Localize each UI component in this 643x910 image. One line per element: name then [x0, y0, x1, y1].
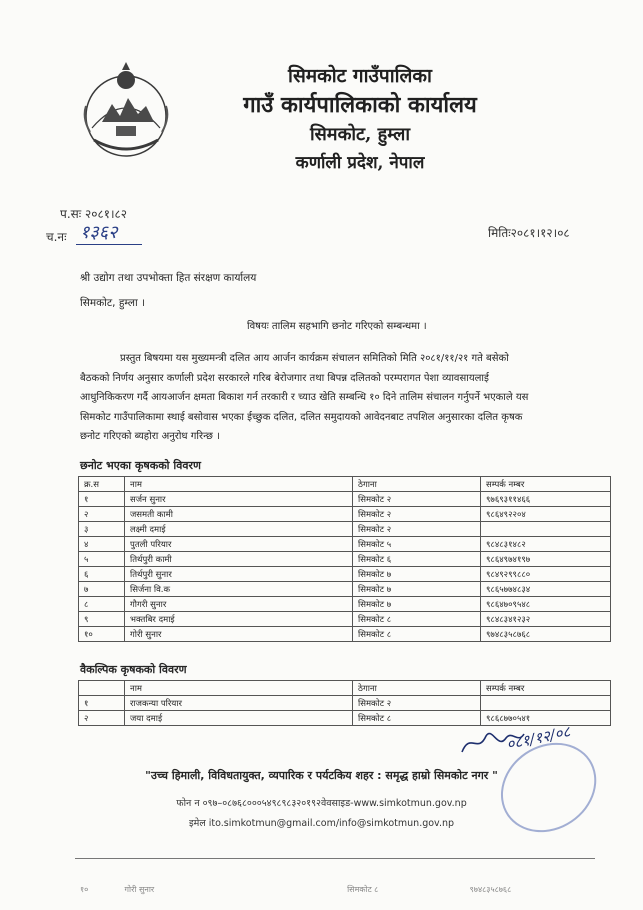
header-address: ठेगाना	[353, 681, 481, 696]
cell-address: सिमकोट ६	[353, 552, 481, 567]
cell-address: सिमकोट २	[353, 507, 481, 522]
cell-name: सर्जन सुनार	[125, 492, 353, 507]
table-row	[79, 597, 611, 612]
header-address: ठेगाना	[353, 477, 481, 492]
cell-name: गौगरी सुनार	[125, 597, 353, 612]
cell-sn: ५	[79, 552, 125, 567]
cell-name: जसमती कामी	[125, 507, 353, 522]
cell-name: सिर्जना वि.क	[125, 582, 353, 597]
nepal-emblem	[72, 58, 180, 166]
cell-address: सिमकोट २	[353, 696, 481, 711]
cell-name: पुतली परियार	[125, 537, 353, 552]
cell-contact: ९८४८३१४८२	[481, 537, 611, 552]
cell-address: सिमकोट ७	[353, 597, 481, 612]
table-row	[79, 627, 611, 642]
cell-name: लक्ष्मी दमाई	[125, 522, 353, 537]
cell-address: सिमकोट २	[353, 492, 481, 507]
header-name: नाम	[125, 681, 353, 696]
footer-phone-website: फोन न ०९७–०८७६८०००५४९८९८३२०१९२वेवसाइड-www.simkotmun.gov.np	[176, 798, 467, 809]
cell-address: सिमकोट ८	[353, 627, 481, 642]
table-row	[79, 612, 611, 627]
table-row	[79, 696, 611, 711]
cell-contact: ९८६५७७४८३४	[481, 582, 611, 597]
header-sn: क्र.स	[79, 477, 125, 492]
cell-sn: १	[79, 492, 125, 507]
table-row	[79, 537, 611, 552]
table-header-row	[79, 681, 611, 696]
body-line: बैठकको निर्णय अनुसार कर्णाली प्रदेश सरकारले गरिब बेरोजगार तथा बिपन्न दलितको परम्परागत पेशा व्यावसायलाई	[80, 372, 489, 384]
table-row	[79, 492, 611, 507]
handwriting-underline	[76, 244, 142, 245]
cell-address: सिमकोट २	[353, 522, 481, 537]
recipient-place: सिमकोट, हुम्ला ।	[80, 297, 146, 309]
table-row	[79, 522, 611, 537]
table-row	[79, 582, 611, 597]
cell-sn: २	[79, 711, 125, 726]
cell-contact: ९८४८३४१२३२	[481, 612, 611, 627]
alternate-section-title: वैकल्पिक कृषकको विवरण	[80, 663, 187, 676]
cell-contact: ९७६९३११४६६	[481, 492, 611, 507]
cell-name: भक्तबिर दमाई	[125, 612, 353, 627]
office-name: गाउँ कार्यपालिकाको कार्यालय	[243, 92, 477, 118]
cell-contact: ९८६४९२२०४	[481, 507, 611, 522]
cell-name: गोरी सुनार	[125, 627, 353, 642]
body-line: प्रस्तुत बिषयमा यस मुख्यमन्त्री दलित आय आर्जन कार्यक्रम संचालन समितिको मिति २०८१/११/२१ गते बसेको	[120, 353, 509, 364]
cell-contact	[481, 696, 611, 711]
cell-address: सिमकोट ७	[353, 582, 481, 597]
dispatch-number-prefix: च.नः	[46, 230, 67, 244]
recipient-office: श्री उद्योग तथा उपभोक्ता हित संरक्षण कार्यालय	[80, 272, 257, 284]
municipality-name: सिमकोट गाउँपालिका	[288, 65, 432, 87]
table-row	[79, 567, 611, 582]
header-sn	[79, 681, 125, 696]
letter-body	[80, 349, 600, 447]
dispatch-number-handwritten: १३६२	[80, 222, 118, 243]
bleed-through-row	[80, 884, 511, 895]
cell-name: जया दमाई	[125, 711, 353, 726]
cell-sn: ९	[79, 612, 125, 627]
cell-address: सिमकोट ८	[353, 711, 481, 726]
letter-date: मितिः२०८१।१२।०८	[488, 226, 570, 240]
footer-slogan: "उच्च हिमाली, विविधतायुक्त, व्यपारिक र पर्यटकिय शहर : समृद्ध हाम्रो सिमकोट नगर "	[145, 769, 498, 782]
cell-sn: १	[79, 696, 125, 711]
header-name: नाम	[125, 477, 353, 492]
header-contact: सम्पर्क नम्बर	[481, 477, 611, 492]
letter-subject: विषयः तालिम सहभागि छनोट गरिएको सम्बन्धमा ।	[247, 321, 427, 332]
header-contact: सम्पर्क नम्बर	[481, 681, 611, 696]
alternate-farmers-table	[78, 680, 611, 726]
cell-address: सिमकोट ८	[353, 612, 481, 627]
cell-contact: ९८६४९७४१९७	[481, 552, 611, 567]
bleed-name: गोरी सुनार	[124, 885, 155, 894]
footer-email: इमेल ito.simkotmun@gmail.com/info@simkotmun.gov.np	[188, 818, 455, 829]
cell-contact	[481, 522, 611, 537]
signature-date: ०८१/१२/०८	[504, 722, 572, 754]
selected-section-title: छनोट भएका कृषकको विवरण	[80, 459, 201, 472]
selected-farmers-table	[78, 476, 611, 642]
letter-ps-number: प.सः २०८१।८२	[60, 207, 127, 221]
cell-sn: ८	[79, 597, 125, 612]
cell-contact: ९८६८७७०५४१	[481, 711, 611, 726]
bleed-contact: ९७४८३५८७६८	[469, 885, 512, 894]
cell-contact: ९८४९२९९८८०	[481, 567, 611, 582]
cell-name: तिर्थपुरी कामी	[125, 552, 353, 567]
cell-sn: ७	[79, 582, 125, 597]
cell-sn: ४	[79, 537, 125, 552]
cell-name: राजकन्या परियार	[125, 696, 353, 711]
table-row	[79, 507, 611, 522]
cell-sn: १०	[79, 627, 125, 642]
body-line: आधुनिकिकरण गर्दै आयआर्जन क्षमता बिकाश गर्न तरकारी र च्याउ खेति सम्बन्धि १० दिने तालिम संचालन गर्नुपर्ने भएकाले यस	[80, 392, 529, 403]
province-country: कर्णाली प्रदेश, नेपाल	[295, 153, 425, 173]
table-row	[79, 552, 611, 567]
cell-name: तिर्थपुरी सुनार	[125, 567, 353, 582]
cell-contact: ९७४८३५८७६८	[481, 627, 611, 642]
body-line: सिमकोट गाउँपालिकामा स्थाई बसोवास भएका ईच्छुक दलित, दलित समुदायको आवेदनबाट तपशिल अनुसारका दलित कृषक	[80, 411, 523, 423]
table-row	[79, 711, 611, 726]
cell-sn: ३	[79, 522, 125, 537]
cell-contact: ९८६४७०९५४८	[481, 597, 611, 612]
cell-sn: ६	[79, 567, 125, 582]
office-location: सिमकोट, हुम्ला	[309, 124, 411, 145]
cell-address: सिमकोट ७	[353, 567, 481, 582]
table-header-row	[79, 477, 611, 492]
footer-divider	[75, 858, 595, 859]
bleed-address: सिमकोट ८	[347, 885, 379, 894]
body-line: छनोट गरिएको ब्यहोरा अनुरोध गरिन्छ ।	[80, 431, 220, 442]
bleed-sn: १०	[80, 885, 89, 894]
cell-sn: २	[79, 507, 125, 522]
cell-address: सिमकोट ५	[353, 537, 481, 552]
